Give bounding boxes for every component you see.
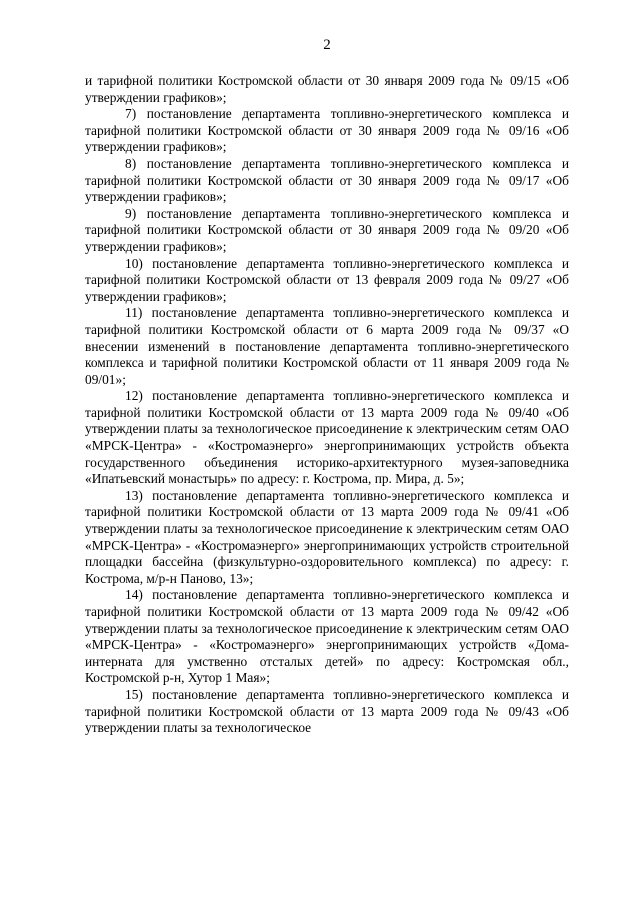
list-item-8: 8) постановление департамента топливно-энергетического комплекса и тарифной политики Костромской области от 30 января 2009 года № 09/17 «Об утверждении графиков»; bbox=[85, 155, 569, 205]
list-item-7: 7) постановление департамента топливно-энергетического комплекса и тарифной политики Костромской области от 30 января 2009 года № 09/16 «Об утверждении графиков»; bbox=[85, 106, 569, 155]
page-number: 2 bbox=[323, 37, 331, 53]
list-item-13: 13) постановление департамента топливно-энергетического комплекса и тарифной политики Костромской области от 13 марта 2009 года № 09/41 «Об утверждении платы за технологическое присоединение к электрическим сетям ОАО «МРСК-Центра» - «Костромаэнерго» энергопринимающих устройств строительной площадки бассейна (физкультурно-оздоровительного комплекса) по адресу: г. Кострома, м/р-н Паново, 13»; bbox=[85, 487, 569, 586]
list-item-15: 15) постановление департамента топливно-энергетического комплекса и тарифной политики Костромской области от 13 марта 2009 года № 09/43 «Об утверждении платы за технологическое bbox=[85, 686, 569, 736]
list-item-11: 11) постановление департамента топливно-энергетического комплекса и тарифной политики Костромской области от 6 марта 2009 года № 09/37 «О внесении изменений в постановление департамента топливно-энергетического комплекса и тарифной политики Костромской области от 11 января 2009 года № 09/01»; bbox=[85, 305, 569, 387]
paragraph-continuation: и тарифной политики Костромской области от 30 января 2009 года № 09/15 «Об утверждении графиков»; bbox=[85, 73, 569, 105]
document-body bbox=[85, 73, 569, 737]
list-item-14: 14) постановление департамента топливно-энергетического комплекса и тарифной политики Костромской области от 13 марта 2009 года № 09/42 «Об утверждении платы за технологическое присоединение к электрическим сетям ОАО «МРСК-Центра» - «Костромаэнерго» энергопринимающих устройств «Дома-интерната для умственно отсталых детей» по адресу: Костромская обл., Костромской р-н, Хутор 1 Мая»; bbox=[85, 587, 569, 686]
list-item-9: 9) постановление департамента топливно-энергетического комплекса и тарифной политики Костромской области от 30 января 2009 года № 09/20 «Об утверждении графиков»; bbox=[85, 205, 569, 254]
list-item-12: 12) постановление департамента топливно-энергетического комплекса и тарифной политики Костромской области от 13 марта 2009 года № 09/40 «Об утверждении платы за технологическое присоединение к электрическим сетям ОАО «МРСК-Центра» - «Костромаэнерго» энергопринимающих устройств объекта государственного объединения историко-архитектурного музея-заповедника «Ипатьевский монастырь» по адресу: г. Кострома, пр. Мира, д. 5»; bbox=[85, 388, 569, 487]
list-item-10: 10) постановление департамента топливно-энергетического комплекса и тарифной политики Костромской области от 13 февраля 2009 года № 09/27 «Об утверждении графиков»; bbox=[85, 255, 569, 304]
